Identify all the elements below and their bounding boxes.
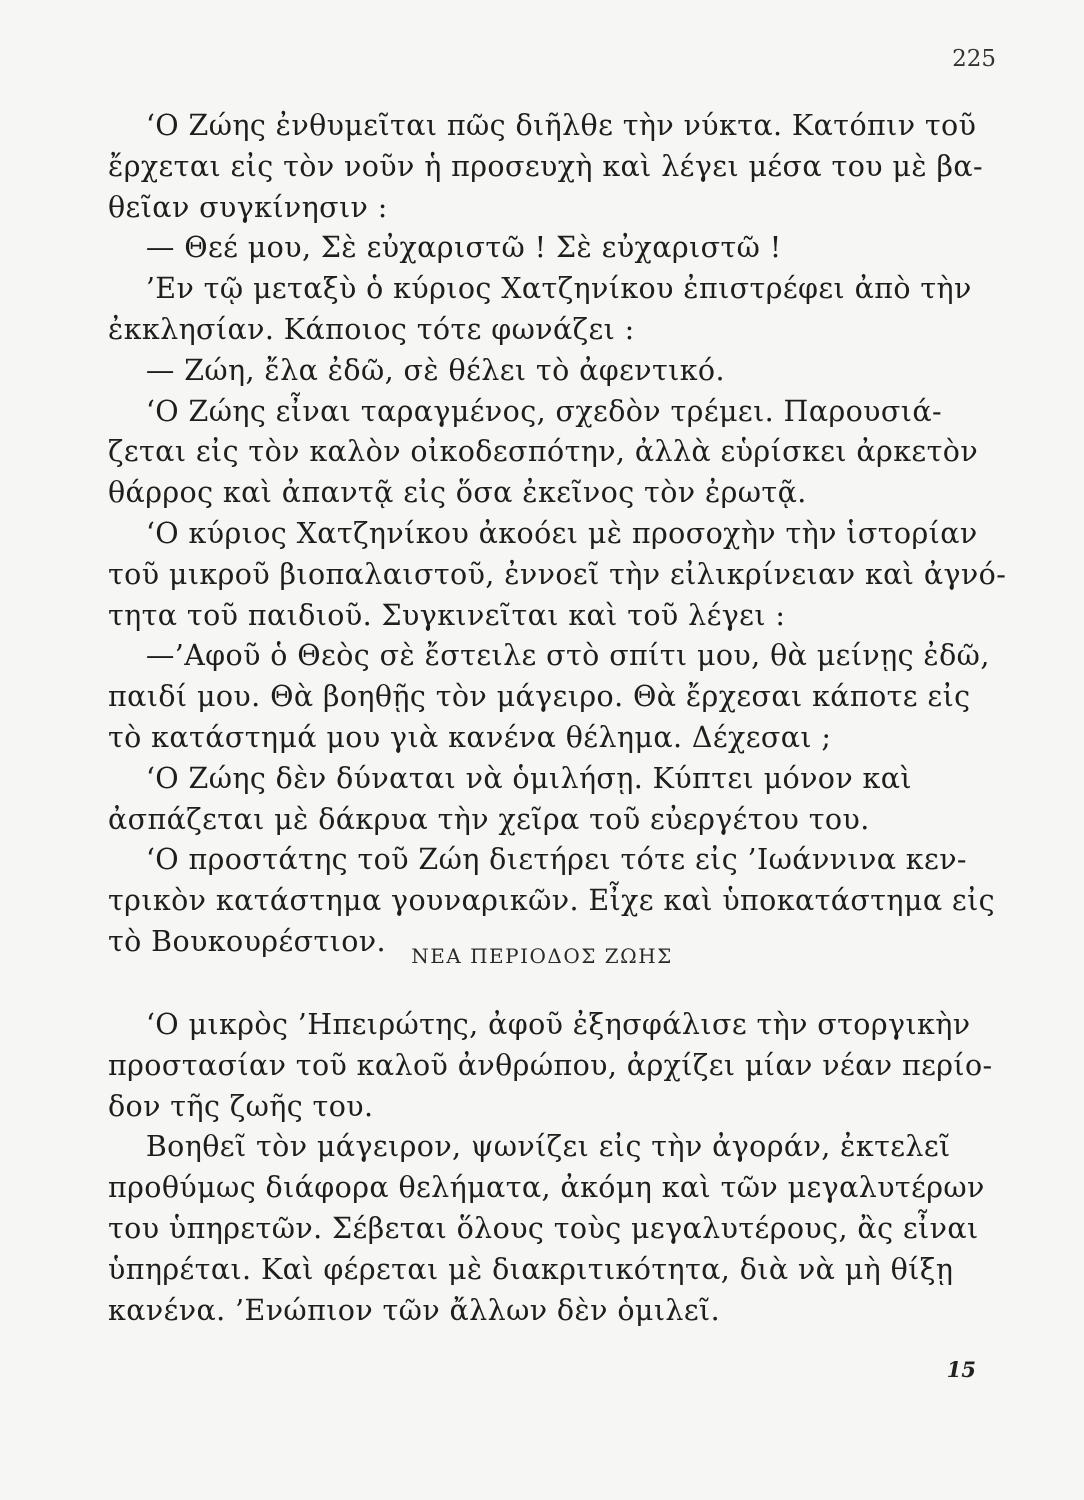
text-line: ζεται εἰς τὸν καλὸν οἰκοδεσπότην, ἀλλὰ εὑρίσκει ἀρκετὸν bbox=[108, 435, 979, 469]
text-line: τοῦ μικροῦ βιοπαλαιστοῦ, ἐννοεῖ τὴν εἰλικρίνειαν καὶ ἀγνό- bbox=[108, 557, 1007, 591]
page-number: 225 bbox=[952, 46, 996, 72]
text-line: ἀσπάζεται μὲ δάκρυα τὴν χεῖρα τοῦ εὐεργέτου του. bbox=[108, 802, 870, 836]
text-line: ’Εν τῷ μεταξὺ ὁ κύριος Χατζηνίκου ἐπιστρέφει ἀπὸ τὴν bbox=[108, 272, 972, 306]
text-line: προστασίαν τοῦ καλοῦ ἀνθρώπου, ἀρχίζει μίαν νέαν περίο- bbox=[108, 1048, 993, 1082]
text-line: ‘Ο Ζώης δὲν δύναται νὰ ὁμιλήσῃ. Κύπτει μόνον καὶ bbox=[108, 761, 912, 795]
text-line: ὑπηρέται. Καὶ φέρεται μὲ διακριτικότητα, διὰ νὰ μὴ θίξῃ bbox=[108, 1252, 954, 1286]
text-line: προθύμως διάφορα θελήματα, ἀκόμη καὶ τῶν μεγαλυτέρων bbox=[108, 1171, 985, 1205]
text-line: ἐκκλησίαν. Κάποιος τότε φωνάζει : bbox=[108, 312, 635, 346]
text-line: ‘Ο Ζώης εἶναι ταραγμένος, σχεδὸν τρέμει. Παρουσιά- bbox=[108, 394, 943, 428]
text-line: τὸ Βουκουρέστιον. bbox=[108, 924, 386, 958]
text-line: παιδί μου. Θὰ βοηθῇς τὸν μάγειρο. Θὰ ἔρχεσαι κάποτε εἰς bbox=[108, 680, 971, 714]
body-text-section-1 bbox=[108, 106, 1007, 963]
text-line: ἔρχεται εἰς τὸν νοῦν ἡ προσευχὴ καὶ λέγει μέσα του μὲ βα- bbox=[108, 149, 984, 183]
text-line: ‘Ο Ζώης ἐνθυμεῖται πῶς διῆλθε τὴν νύκτα. Κατόπιν τοῦ bbox=[108, 109, 977, 142]
text-line: θάρρος καὶ ἀπαντᾷ εἰς ὅσα ἐκεῖνος τὸν ἐρωτᾷ. bbox=[108, 476, 807, 510]
signature-mark: 15 bbox=[946, 1357, 976, 1382]
text-line: τὸ κατάστημά μου γιὰ κανένα θέλημα. Δέχεσαι ; bbox=[108, 720, 832, 754]
text-line: κανένα. ’Ενώπιον τῶν ἄλλων δὲν ὁμιλεῖ. bbox=[108, 1293, 721, 1327]
text-line: τητα τοῦ παιδιοῦ. Συγκινεῖται καὶ τοῦ λέγει : bbox=[108, 598, 786, 632]
text-line: τρικὸν κατάστημα γουναρικῶν. Εἶχε καὶ ὑποκατάστημα εἰς bbox=[108, 884, 996, 918]
text-line: του ὑπηρετῶν. Σέβεται ὅλους τοὺς μεγαλυτέρους, ἂς εἶναι bbox=[108, 1211, 979, 1245]
text-line: —’Αφοῦ ὁ Θεὸς σὲ ἔστειλε στὸ σπίτι μου, θὰ μείνῃς ἐδῶ, bbox=[108, 639, 990, 673]
text-line: Βοηθεῖ τὸν μάγειρον, ψωνίζει εἰς τὴν ἀγοράν, ἐκτελεῖ bbox=[108, 1130, 951, 1164]
body-text-section-2 bbox=[108, 1005, 993, 1331]
text-line: ‘Ο κύριος Χατζηνίκου ἀκοόει μὲ προσοχὴν τὴν ἱστορίαν bbox=[108, 516, 978, 550]
text-line: — Θεέ μου, Σὲ εὐχαριστῶ ! Σὲ εὐχαριστῶ ! bbox=[108, 231, 782, 265]
section-heading: ΝΕΑ ΠΕΡΙΟΔΟΣ ΖΩΗΣ bbox=[411, 944, 673, 968]
text-line: — Ζώη, ἔλα ἐδῶ, σὲ θέλει τὸ ἀφεντικό. bbox=[108, 353, 725, 387]
text-line: ‘Ο προστάτης τοῦ Ζώη διετήρει τότε εἰς ’Ιωάννινα κεν- bbox=[108, 843, 967, 877]
text-line: θεῖαν συγκίνησιν : bbox=[108, 190, 388, 224]
text-line: δον τῆς ζωῆς του. bbox=[108, 1089, 374, 1123]
text-line: ‘Ο μικρὸς ’Ηπειρώτης, ἀφοῦ ἐξησφάλισε τὴν στοργικὴν bbox=[108, 1008, 971, 1041]
